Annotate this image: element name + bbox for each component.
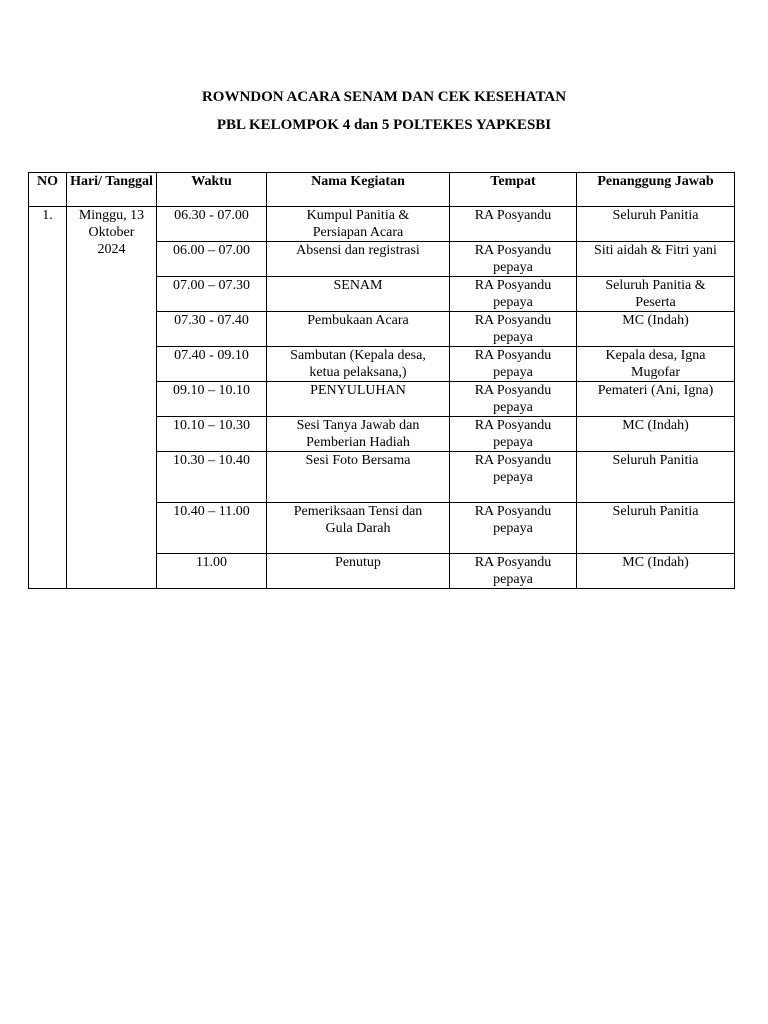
document-subtitle: PBL KELOMPOK 4 dan 5 POLTEKES YAPKESBI [216,117,552,133]
cell-kegiatan-line: Kumpul Panitia & [306,208,410,223]
cell-kegiatan [267,242,450,277]
cell-tempat [450,417,577,452]
cell-penanggung-jawab [577,503,735,554]
cell-penanggung-jawab [577,312,735,347]
cell-waktu: 10.30 – 10.40 [157,452,267,503]
cell-penanggung-jawab [577,554,735,589]
cell-kegiatan-line: ketua pelaksana,) [309,365,407,380]
cell-tempat-line: pepaya [493,470,533,485]
cell-hari-tanggal [67,207,157,589]
cell-kegiatan [267,554,450,589]
cell-penanggung-jawab-line: Seluruh Panitia & [605,278,706,293]
cell-waktu: 09.10 – 10.10 [157,382,267,417]
cell-kegiatan-line: Sesi Foto Bersama [305,453,411,468]
cell-tempat-line: RA Posyandu [474,348,552,363]
cell-tempat-line: RA Posyandu [474,555,552,570]
cell-tempat [450,554,577,589]
cell-kegiatan [267,452,450,503]
day-line: Oktober [88,225,135,240]
cell-penanggung-jawab [577,417,735,452]
cell-penanggung-jawab [577,347,735,382]
rundown-body [29,207,735,589]
cell-kegiatan [267,312,450,347]
table-row [29,207,735,242]
cell-penanggung-jawab-line: Pemateri (Ani, Igna) [597,383,714,398]
cell-penanggung-jawab-line: MC (Indah) [622,555,689,570]
cell-kegiatan-line: Pembukaan Acara [307,313,409,328]
cell-penanggung-jawab-line: MC (Indah) [622,313,689,328]
header-tempat: Tempat [450,173,577,207]
cell-tempat [450,312,577,347]
header-nama-kegiatan: Nama Kegiatan [267,173,450,207]
cell-tempat [450,382,577,417]
header-tanggal: Tanggal [105,174,153,189]
cell-tempat-line: RA Posyandu [474,208,552,223]
header-no: NO [29,173,67,207]
cell-penanggung-jawab [577,242,735,277]
document-title: ROWNDON ACARA SENAM DAN CEK KESEHATAN [201,89,567,105]
cell-penanggung-jawab [577,277,735,312]
cell-tempat [450,452,577,503]
header-hari-tanggal [67,173,157,207]
cell-penanggung-jawab-line: Siti aidah & Fitri yani [594,243,717,258]
cell-tempat [450,277,577,312]
cell-penanggung-jawab-line: Kepala desa, Igna [605,348,706,363]
cell-tempat [450,207,577,242]
header-waktu: Waktu [157,173,267,207]
cell-tempat-line: pepaya [493,400,533,415]
cell-kegiatan-line: Pemberian Hadiah [306,435,410,450]
cell-kegiatan-line: SENAM [333,278,383,293]
cell-kegiatan-line: Pemeriksaan Tensi dan [293,504,423,519]
cell-waktu: 07.30 - 07.40 [157,312,267,347]
cell-waktu: 11.00 [157,554,267,589]
cell-kegiatan-line: Sesi Tanya Jawab dan [296,418,420,433]
cell-tempat-line: pepaya [493,295,533,310]
cell-kegiatan [267,347,450,382]
day-line: Minggu, 13 [78,208,145,223]
cell-tempat [450,242,577,277]
cell-kegiatan-line: Gula Darah [325,521,391,536]
cell-tempat-line: pepaya [493,365,533,380]
cell-waktu: 10.10 – 10.30 [157,417,267,452]
cell-penanggung-jawab [577,382,735,417]
cell-waktu: 10.40 – 11.00 [157,503,267,554]
cell-tempat [450,347,577,382]
cell-penanggung-jawab-line: Seluruh Panitia [612,208,699,223]
cell-kegiatan-line: Absensi dan registrasi [296,243,420,258]
cell-tempat-line: RA Posyandu [474,313,552,328]
cell-penanggung-jawab-line: MC (Indah) [622,418,689,433]
cell-tempat-line: RA Posyandu [474,278,552,293]
cell-kegiatan [267,277,450,312]
header-penanggung-jawab: Penanggung Jawab [577,173,735,207]
cell-waktu: 06.00 – 07.00 [157,242,267,277]
cell-waktu: 07.40 - 09.10 [157,347,267,382]
cell-kegiatan-line: Sambutan (Kepala desa, [290,348,426,363]
cell-tempat-line: RA Posyandu [474,453,552,468]
cell-kegiatan-line: PENYULUHAN [310,383,406,398]
day-line: 2024 [97,242,126,257]
cell-penanggung-jawab [577,207,735,242]
cell-tempat-line: RA Posyandu [474,504,552,519]
cell-kegiatan-line: Penutup [335,555,381,570]
cell-tempat-line: RA Posyandu [474,383,552,398]
cell-tempat-line: RA Posyandu [474,418,552,433]
cell-tempat-line: pepaya [493,330,533,345]
cell-kegiatan [267,207,450,242]
header-hari: Hari/ [70,174,102,189]
cell-kegiatan [267,382,450,417]
cell-penanggung-jawab-line: Seluruh Panitia [612,453,699,468]
cell-no: 1. [29,207,67,589]
cell-tempat-line: pepaya [493,435,533,450]
cell-tempat-line: RA Posyandu [474,243,552,258]
table-header-row [29,173,735,207]
cell-tempat [450,503,577,554]
rundown-table [28,172,735,589]
cell-kegiatan-line: Persiapan Acara [312,225,404,240]
cell-kegiatan [267,417,450,452]
cell-tempat-line: pepaya [493,572,533,587]
cell-penanggung-jawab [577,452,735,503]
cell-waktu: 06.30 - 07.00 [157,207,267,242]
cell-tempat-line: pepaya [493,260,533,275]
cell-tempat-line: pepaya [493,521,533,536]
cell-kegiatan [267,503,450,554]
cell-penanggung-jawab-line: Mugofar [631,365,680,380]
cell-penanggung-jawab-line: Seluruh Panitia [612,504,699,519]
cell-waktu: 07.00 – 07.30 [157,277,267,312]
cell-penanggung-jawab-line: Peserta [635,295,676,310]
